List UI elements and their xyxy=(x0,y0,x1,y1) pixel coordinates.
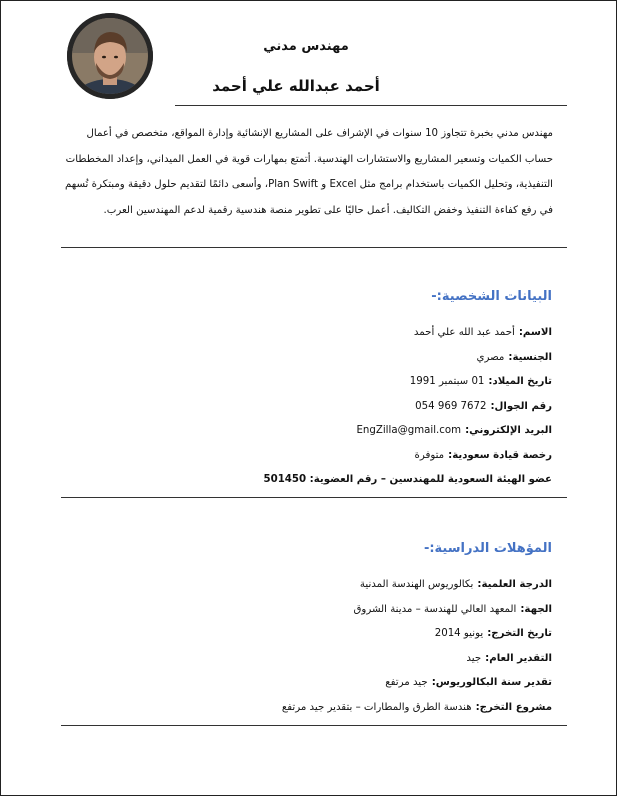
row-label: تقدير سنة البكالوريوس: xyxy=(431,677,552,688)
personal-row-phone xyxy=(132,395,552,420)
education-row-graduation-date xyxy=(132,622,552,647)
personal-row-name xyxy=(132,321,552,346)
education-row-final-year-grade xyxy=(132,671,552,696)
summary-divider xyxy=(61,247,567,248)
row-label: مشروع التخرج: xyxy=(475,701,552,713)
education-divider xyxy=(61,725,567,726)
membership-line: عضو الهيئة السعودية للمهندسين – رقم العضوية: 501450 xyxy=(263,474,552,485)
row-value: يونيو 2014 xyxy=(434,628,484,639)
row-value: جيد مرتفع xyxy=(385,677,428,688)
row-label: تاريخ التخرج: xyxy=(487,628,552,639)
profile-photo xyxy=(67,13,153,99)
row-value: 054 969 7672 xyxy=(415,400,487,412)
row-value: متوفرة xyxy=(414,449,445,461)
row-value: جيد xyxy=(466,652,482,664)
row-value: المعهد العالي للهندسة – مدينة الشروق xyxy=(353,603,517,615)
personal-row-nationality xyxy=(132,346,552,371)
education-row-overall-grade xyxy=(132,647,552,672)
personal-row-email xyxy=(132,419,552,444)
row-label: البريد الإلكتروني: xyxy=(465,425,552,436)
job-title: مهندس مدني xyxy=(263,39,349,54)
row-label: الدرجة العلمية: xyxy=(477,579,552,590)
full-name: أحمد عبدالله علي أحمد xyxy=(212,77,380,95)
row-label: الجنسية: xyxy=(508,351,552,363)
profile-photo-image xyxy=(67,13,153,99)
personal-divider xyxy=(61,497,567,498)
header-divider xyxy=(175,105,567,106)
row-value: هندسة الطرق والمطارات – بتقدير جيد مرتفع xyxy=(281,701,472,713)
personal-info-list xyxy=(132,321,552,493)
summary-paragraph: مهندس مدني بخبرة تتجاوز 10 سنوات في الإشراف على المشاريع الإنشائية وإدارة المواقع، متخصص في أعمال حساب الكميات وتسعير المشاريع والاستشارات الهندسية. أتمتع بمهارات قوية في العمل الميداني، وإعداد المخططات التنفيذية، وتحليل الكميات باستخدام برامج مثل Excel و Plan Swift، وأسعى دائمًا لتقديم حلول دقيقة ومبتكرة تُسهم في رفع كفاءة التنفيذ وخفض التكاليف. أعمل حاليًا على تطوير منصة هندسية رقمية لدعم المهندسين العرب. xyxy=(64,128,553,216)
education-list xyxy=(132,573,552,720)
education-row-degree xyxy=(132,573,552,598)
row-label: الاسم: xyxy=(518,327,552,338)
row-label: التقدير العام: xyxy=(485,652,552,664)
row-value: أحمد عبد الله علي أحمد xyxy=(413,327,515,338)
row-label: رقم الجوال: xyxy=(490,400,552,412)
education-row-project xyxy=(132,696,552,721)
email-link[interactable]: EngZilla@gmail.com xyxy=(356,425,462,436)
row-value: 01 سبتمبر 1991 xyxy=(409,376,485,387)
row-value: بكالوريوس الهندسة المدنية xyxy=(359,579,474,590)
row-label: رخصة قيادة سعودية: xyxy=(448,449,552,461)
row-value: مصري xyxy=(476,351,505,363)
education-row-institution xyxy=(132,598,552,623)
education-section-title: المؤهلات الدراسية:- xyxy=(423,541,552,556)
row-label: الجهة: xyxy=(520,603,552,615)
row-label: تاريخ الميلاد: xyxy=(488,376,552,387)
personal-section-title: البيانات الشخصية:- xyxy=(431,289,552,304)
personal-row-birthdate xyxy=(132,370,552,395)
personal-row-license xyxy=(132,444,552,469)
